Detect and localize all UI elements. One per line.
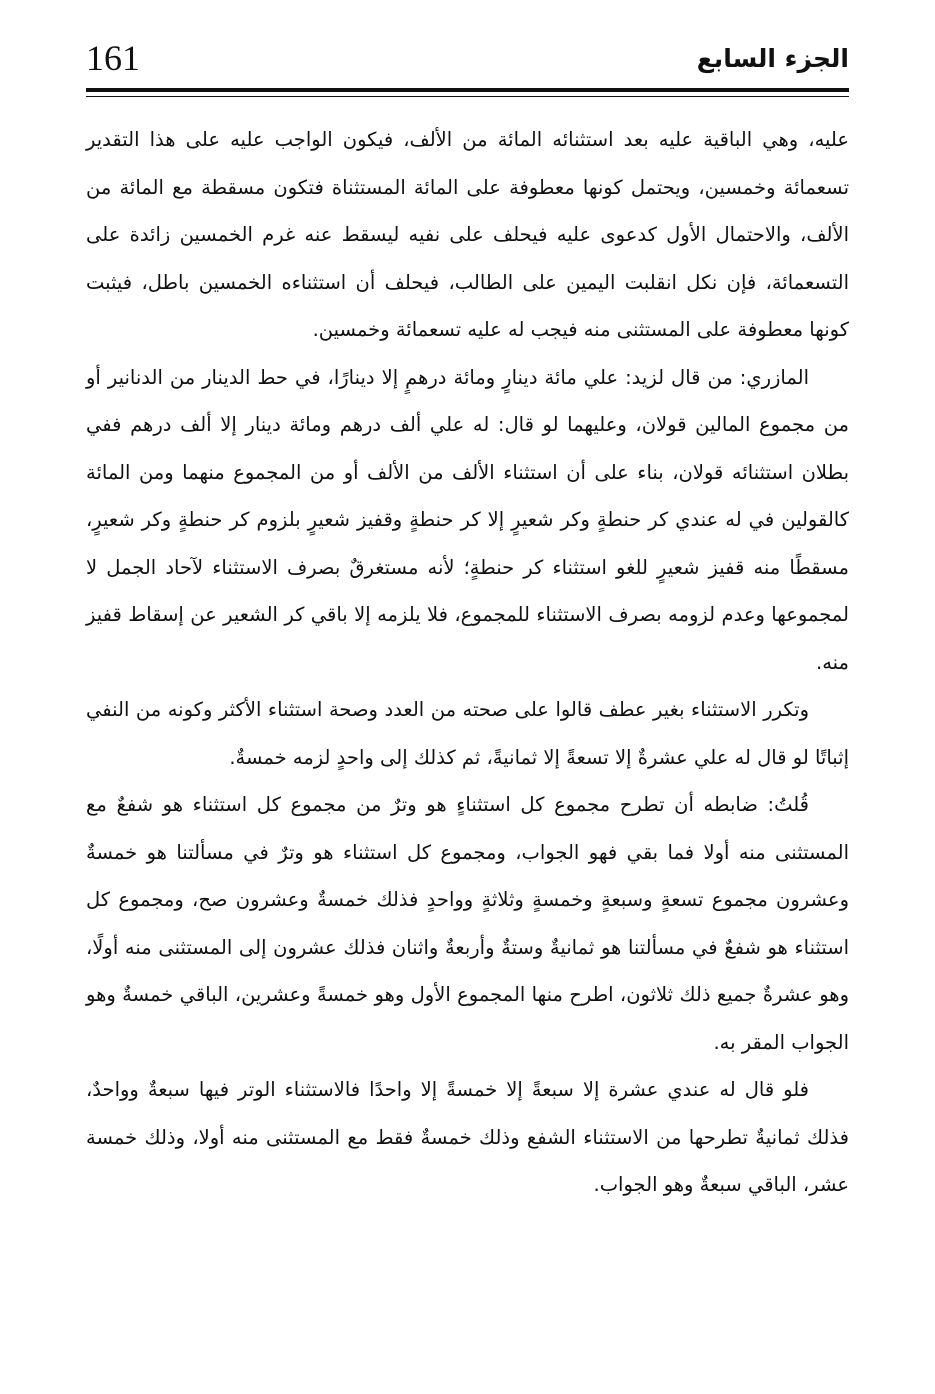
page-header — [86, 36, 849, 86]
running-title: الجزء السابع — [696, 44, 849, 73]
paragraph-2: المازري: من قال لزيد: علي مائة دينارٍ ومائة درهمٍ إلا دينارًا، في حط الدينار من الدنانير أو من مجموع المالين قولان، وعليهما لو قال: له علي ألف درهم ومائة دينار إلا ألف درهم ففي بطلان استثنائه قولان، بناء على أن استثناء الألف من الألف أو من المجموع منهما ومن المائة كالقولين في له عندي كر حنطةٍ وكر شعيرٍ إلا كر حنطةٍ وقفيز شعيرٍ بلزوم كر حنطةٍ وكر شعيرٍ، مسقطًا منه قفيز شعيرٍ للغو استثناء كر حنطةٍ؛ لأنه مستغرقٌ بصرف الاستثناء لآحاد الجمل لا لمجموعها وعدم لزومه بصرف الاستثناء للمجموع، فلا يلزمه إلا باقي كر الشعير عن إسقاط قفيز منه. — [86, 365, 849, 674]
paragraph-4: قُلتُ: ضابطه أن تطرح مجموع كل استثناءٍ هو وترٌ من مجموع كل استثناء هو شفعٌ مع المستثنى منه أولا فما بقي فهو الجواب، ومجموع كل استثناء هو وترٌ في مسألتنا هو خمسةٌ وعشرون مجموع تسعةٍ وسبعةٍ وخمسةٍ وثلاثةٍ وواحدٍ فذلك خمسةٌ وعشرون صح، ومجموع كل استثناء هو شفعٌ في مسألتنا هو ثمانيةٌ وستةٌ وأربعةٌ واثنان فذلك عشرون إلى المستثنى منه أولًا، وهو عشرةٌ جميع ذلك ثلاثون، اطرح منها المجموع الأول وهو خمسةً وعشرين، الباقي خمسةٌ وهو الجواب المقر به. — [86, 793, 849, 1054]
paragraph-5: فلو قال له عندي عشرة إلا سبعةً إلا خمسةً إلا واحدًا فالاستثناء الوتر فيها سبعةٌ وواحدٌ، فذلك ثمانيةٌ تطرحها من الاستثناء الشفع وذلك خمسةٌ فقط مع المستثنى منه أولا، وذلك خمسة عشر، الباقي سبعةٌ وهو الجواب. — [86, 1078, 849, 1196]
header-rule-thin — [86, 96, 849, 97]
paragraph-1: عليه، وهي الباقية عليه بعد استثنائه المائة من الألف، فيكون الواجب عليه على هذا التقدير تسعمائة وخمسين، ويحتمل كونها معطوفة على المائة المستثناة فتكون مسقطة مع المائة من الألف، والاحتمال الأول كدعوى عليه فيحلف على نفيه ليسقط عنه غرم الخمسين زائدة على التسعمائة، فإن نكل انقلبت اليمين على الطالب، فيحلف أن استثناءه الخمسين باطل، فيثبت كونها معطوفة على المستثنى منه فيجب له عليه تسعمائة وخمسين. — [86, 128, 849, 341]
paragraph-3: وتكرر الاستثناء بغير عطف قالوا على صحته من العدد وصحة استثناء الأكثر وكونه من النفي إثباتًا لو قال له علي عشرةٌ إلا تسعةً إلا ثمانيةً، ثم كذلك إلى واحدٍ لزمه خمسةٌ. — [86, 698, 849, 769]
header-rule-thick — [86, 88, 849, 92]
body-text — [86, 116, 849, 1209]
page-number: 161 — [86, 38, 140, 78]
